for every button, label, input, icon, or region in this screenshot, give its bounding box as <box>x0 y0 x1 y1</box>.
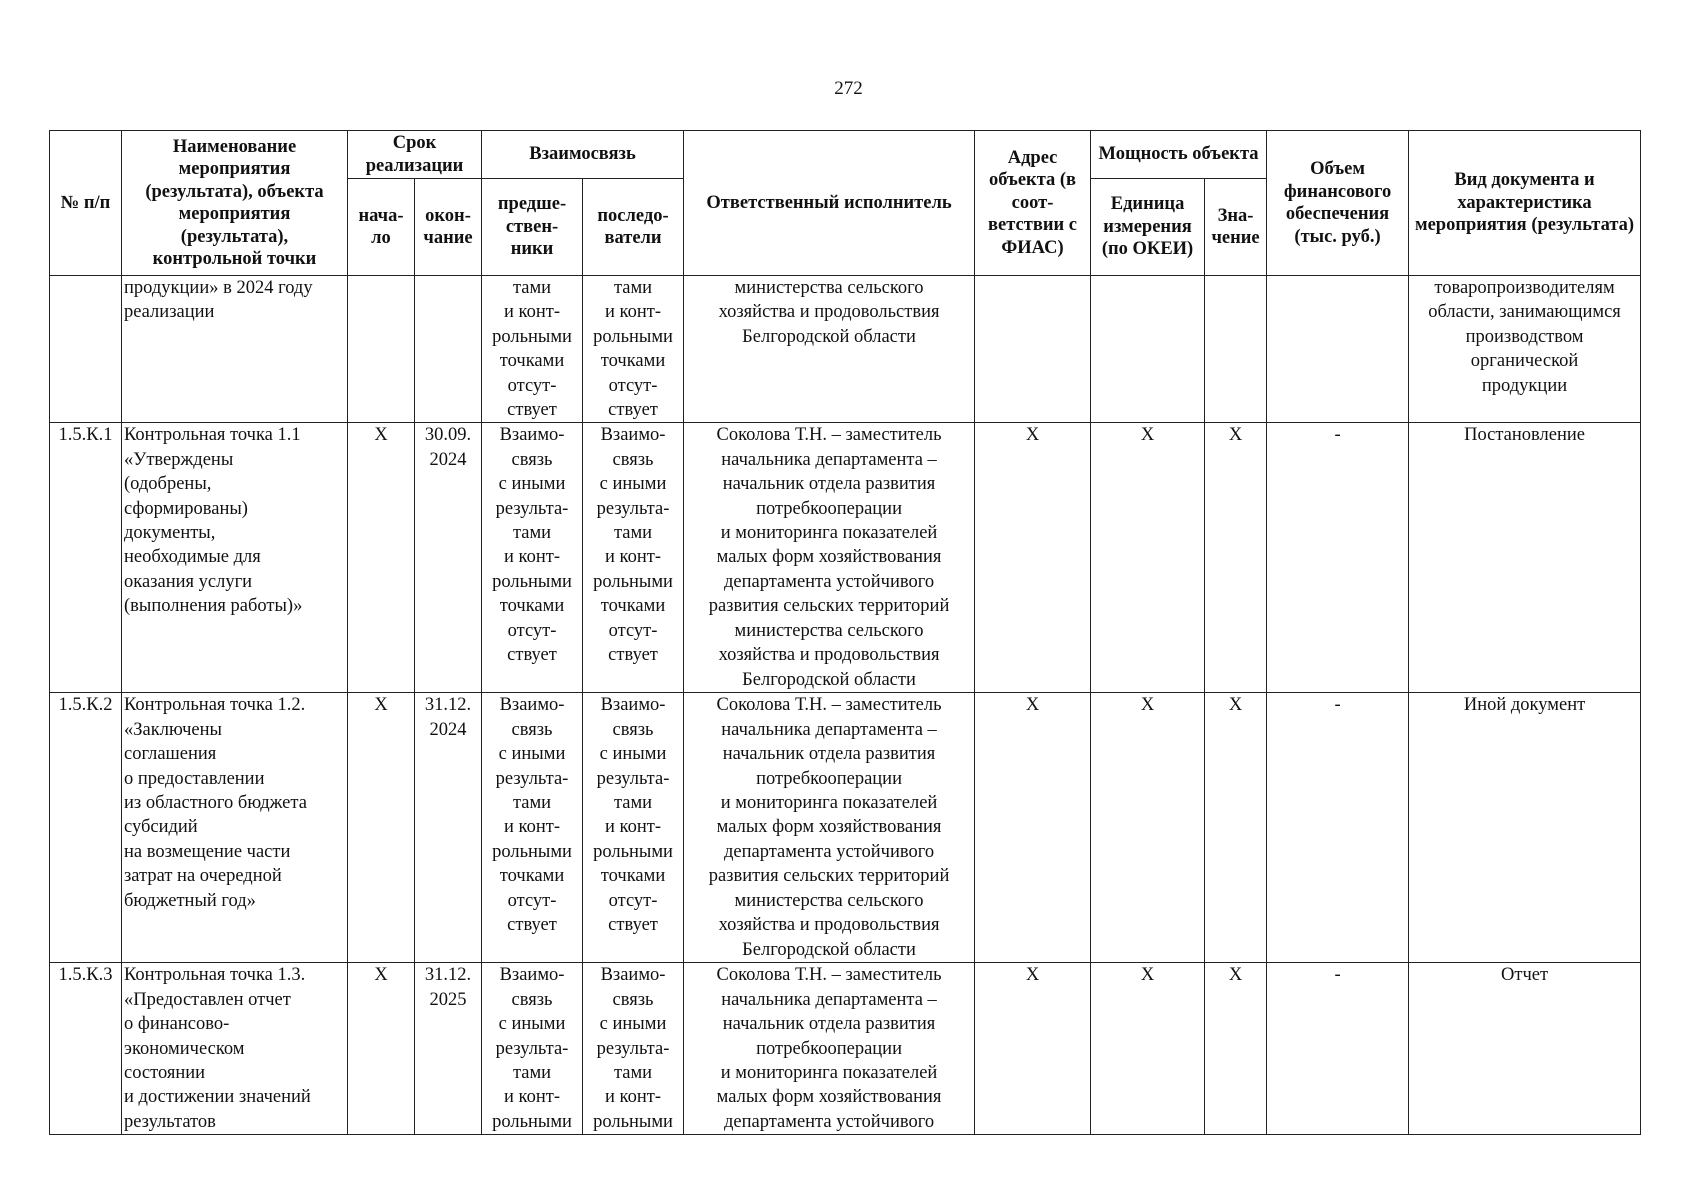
table-row <box>50 693 1641 963</box>
header-address: Адрес объекта (в соот- ветствии с ФИАС) <box>975 131 1091 276</box>
cell-responsible: Соколова Т.Н. – заместитель начальника департамента – начальник отдела развития потребкооперации и мониторинга показателей малых форм хозяйствования департамента устойчивого <box>684 963 975 1135</box>
cell-volume: - <box>1267 963 1409 1135</box>
header-cap-unit: Единица измерения (по ОКЕИ) <box>1091 179 1205 276</box>
cell-num: 1.5.К.1 <box>50 423 122 693</box>
cell-end: 30.09. 2024 <box>415 423 482 693</box>
cell-value: X <box>1205 963 1267 1135</box>
cell-address: X <box>975 423 1091 693</box>
cell-num: 1.5.К.2 <box>50 693 122 963</box>
header-link-pred: предше- ствен- ники <box>482 179 583 276</box>
cell-start: X <box>348 693 415 963</box>
plan-table <box>49 130 1641 1135</box>
cell-unit: X <box>1091 693 1205 963</box>
table-row <box>50 963 1641 1135</box>
cell-volume: - <box>1267 423 1409 693</box>
cell-start <box>348 276 415 423</box>
cell-volume <box>1267 276 1409 423</box>
cell-pred: Взаимо- связь с иными результа- тами и конт- рольными <box>482 963 583 1135</box>
cell-succ: Взаимо- связь с иными результа- тами и конт- рольными точками отсут- ствует <box>583 693 684 963</box>
cell-name: Контрольная точка 1.3. «Предоставлен отчет о финансово- экономическом состоянии и достижении значений результатов <box>122 963 348 1135</box>
page-number: 272 <box>834 78 863 99</box>
header-volume: Объем финансового обеспечения (тыс. руб.) <box>1267 131 1409 276</box>
header-link-succ: последо- ватели <box>583 179 684 276</box>
header-term-start: нача- ло <box>348 179 415 276</box>
header-doc-type: Вид документа и характеристика мероприятия (результата) <box>1409 131 1641 276</box>
cell-end: 31.12. 2024 <box>415 693 482 963</box>
header-num: № п/п <box>50 131 122 276</box>
header-responsible: Ответственный исполнитель <box>684 131 975 276</box>
cell-pred: Взаимо- связь с иными результа- тами и конт- рольными точками отсут- ствует <box>482 693 583 963</box>
header-link: Взаимосвязь <box>482 131 684 179</box>
cell-num <box>50 276 122 423</box>
cell-unit: X <box>1091 423 1205 693</box>
cell-end <box>415 276 482 423</box>
cell-address: X <box>975 963 1091 1135</box>
cell-volume: - <box>1267 693 1409 963</box>
cell-name: Контрольная точка 1.2. «Заключены соглашения о предоставлении из областного бюджета субсидий на возмещение части затрат на очередной бюджетный год» <box>122 693 348 963</box>
cell-address: X <box>975 693 1091 963</box>
cell-responsible: Соколова Т.Н. – заместитель начальника департамента – начальник отдела развития потребкооперации и мониторинга показателей малых форм хозяйствования департамента устойчивого развития сельских территорий министерства сельского хозяйства и продовольствия Белгородской области <box>684 423 975 693</box>
cell-end: 31.12. 2025 <box>415 963 482 1135</box>
table-row <box>50 276 1641 423</box>
cell-start: X <box>348 423 415 693</box>
table-row <box>50 423 1641 693</box>
cell-doc: товаропроизводителям области, занимающимся производством органической продукции <box>1409 276 1641 423</box>
cell-responsible: Соколова Т.Н. – заместитель начальника департамента – начальник отдела развития потребкооперации и мониторинга показателей малых форм хозяйствования департамента устойчивого развития сельских территорий министерства сельского хозяйства и продовольствия Белгородской области <box>684 693 975 963</box>
cell-name: продукции» в 2024 году реализации <box>122 276 348 423</box>
cell-num: 1.5.К.3 <box>50 963 122 1135</box>
cell-responsible: министерства сельского хозяйства и продовольствия Белгородской области <box>684 276 975 423</box>
cell-value <box>1205 276 1267 423</box>
cell-succ: Взаимо- связь с иными результа- тами и конт- рольными <box>583 963 684 1135</box>
header-capacity: Мощность объекта <box>1091 131 1267 179</box>
header-term-end: окон- чание <box>415 179 482 276</box>
cell-doc: Иной документ <box>1409 693 1641 963</box>
cell-value: X <box>1205 423 1267 693</box>
cell-start: X <box>348 963 415 1135</box>
cell-name: Контрольная точка 1.1 «Утверждены (одобрены, сформированы) документы, необходимые для оказания услуги (выполнения работы)» <box>122 423 348 693</box>
cell-doc: Постановление <box>1409 423 1641 693</box>
header-name: Наименование мероприятия (результата), объекта мероприятия (результата), контрольной точки <box>122 131 348 276</box>
cell-unit <box>1091 276 1205 423</box>
cell-pred: Взаимо- связь с иными результа- тами и конт- рольными точками отсут- ствует <box>482 423 583 693</box>
cell-pred: тами и конт- рольными точками отсут- ствует <box>482 276 583 423</box>
cell-value: X <box>1205 693 1267 963</box>
header-term: Срок реализации <box>348 131 482 179</box>
cell-unit: X <box>1091 963 1205 1135</box>
cell-succ: Взаимо- связь с иными результа- тами и конт- рольными точками отсут- ствует <box>583 423 684 693</box>
cell-succ: тами и конт- рольными точками отсут- ствует <box>583 276 684 423</box>
cell-doc: Отчет <box>1409 963 1641 1135</box>
cell-address <box>975 276 1091 423</box>
header-cap-value: Зна- чение <box>1205 179 1267 276</box>
